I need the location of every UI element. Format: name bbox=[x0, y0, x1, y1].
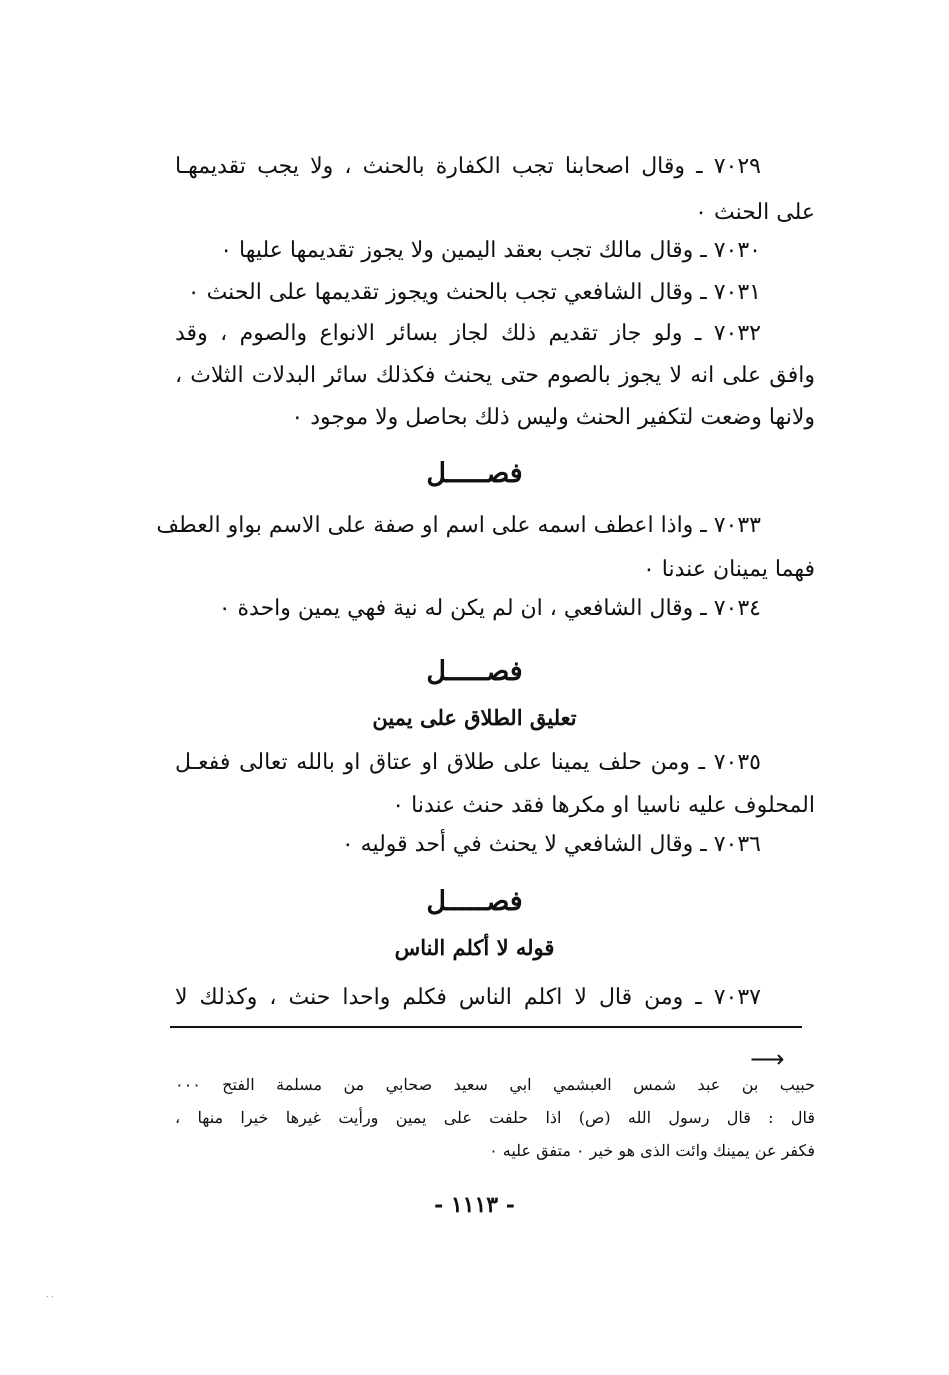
section-heading-fasl-3: فصـــــل bbox=[426, 886, 523, 917]
paragraph-7032-line-2: وافق على انه لا يجوز بالصوم حتى يحنث فكذلك سائر البدلات الثلاث ، bbox=[175, 363, 815, 388]
section-heading-fasl-1: فصـــــل bbox=[426, 458, 523, 489]
footnote-line-1: حبيب بن عبد شمس العبشمي ابي سعيد صحابي من مسلمة الفتح ٠٠٠ bbox=[175, 1075, 816, 1094]
section-heading-fasl-2: فصـــــل bbox=[426, 656, 523, 687]
paragraph-7035-line-1: ٧٠٣٥ ـ ومن حلف يمينا على طلاق او عتاق او بالله تعالى ففعـل bbox=[175, 750, 761, 775]
paragraph-7037-line-1: ٧٠٣٧ ـ ومن قال لا اكلم الناس فكلم واحدا حنث ، وكذلك لا bbox=[175, 985, 761, 1010]
paragraph-7034: ٧٠٣٤ ـ وقال الشافعي ، ان لم يكن له نية فهي يمين واحدة ٠ bbox=[218, 596, 761, 621]
paragraph-7035-line-2: المحلوف عليه ناسيا او مكرها فقد حنث عندنا ٠ bbox=[392, 793, 815, 818]
paragraph-7032-line-1: ٧٠٣٢ ـ ولو جاز تقديم ذلك لجاز بسائر الانواع والصوم ، وقد bbox=[175, 321, 761, 346]
paragraph-7029-line-2: على الحنث ٠ bbox=[695, 200, 815, 225]
scan-specks: . . bbox=[46, 1290, 54, 1299]
subheading-la-ukallim: قوله لا أكلم الناس bbox=[394, 935, 555, 960]
paragraph-7033-line-2: فهما يمينان عندنا ٠ bbox=[642, 557, 815, 582]
footnote-line-3: فكفر عن يمينك وائت الذى هو خير ٠ متفق عليه ٠ bbox=[489, 1141, 815, 1160]
subheading-talaq: تعليق الطلاق على يمين bbox=[372, 705, 577, 730]
paragraph-7032-line-3: ولانها وضعت لتكفير الحنث وليس ذلك بحاصل ولا موجود ٠ bbox=[291, 405, 815, 430]
paragraph-7036: ٧٠٣٦ ـ وقال الشافعي لا يحنث في أحد قوليه ٠ bbox=[341, 832, 761, 857]
paragraph-7030: ٧٠٣٠ ـ وقال مالك تجب بعقد اليمين ولا يجوز تقديمها عليها ٠ bbox=[220, 238, 761, 263]
paragraph-7031: ٧٠٣١ ـ وقال الشافعي تجب بالحنث ويجوز تقديمها على الحنث ٠ bbox=[187, 280, 761, 305]
continuation-arrow-icon: ⟶ bbox=[750, 1045, 785, 1073]
footnote-separator bbox=[170, 1026, 802, 1028]
paragraph-7033-line-1: ٧٠٣٣ ـ واذا اعطف اسمه على اسم او صفة على الاسم بواو العطف bbox=[156, 513, 761, 538]
footnote-line-2: قال : قال رسول الله (ص) اذا حلفت على يمين ورأيت غيرها خيرا منها ، bbox=[175, 1108, 815, 1127]
page-number: - ١١١٣ - bbox=[434, 1192, 515, 1218]
paragraph-7029-line-1: ٧٠٢٩ ـ وقال اصحابنا تجب الكفارة بالحنث ، ولا يجب تقديمهـا bbox=[175, 154, 761, 179]
